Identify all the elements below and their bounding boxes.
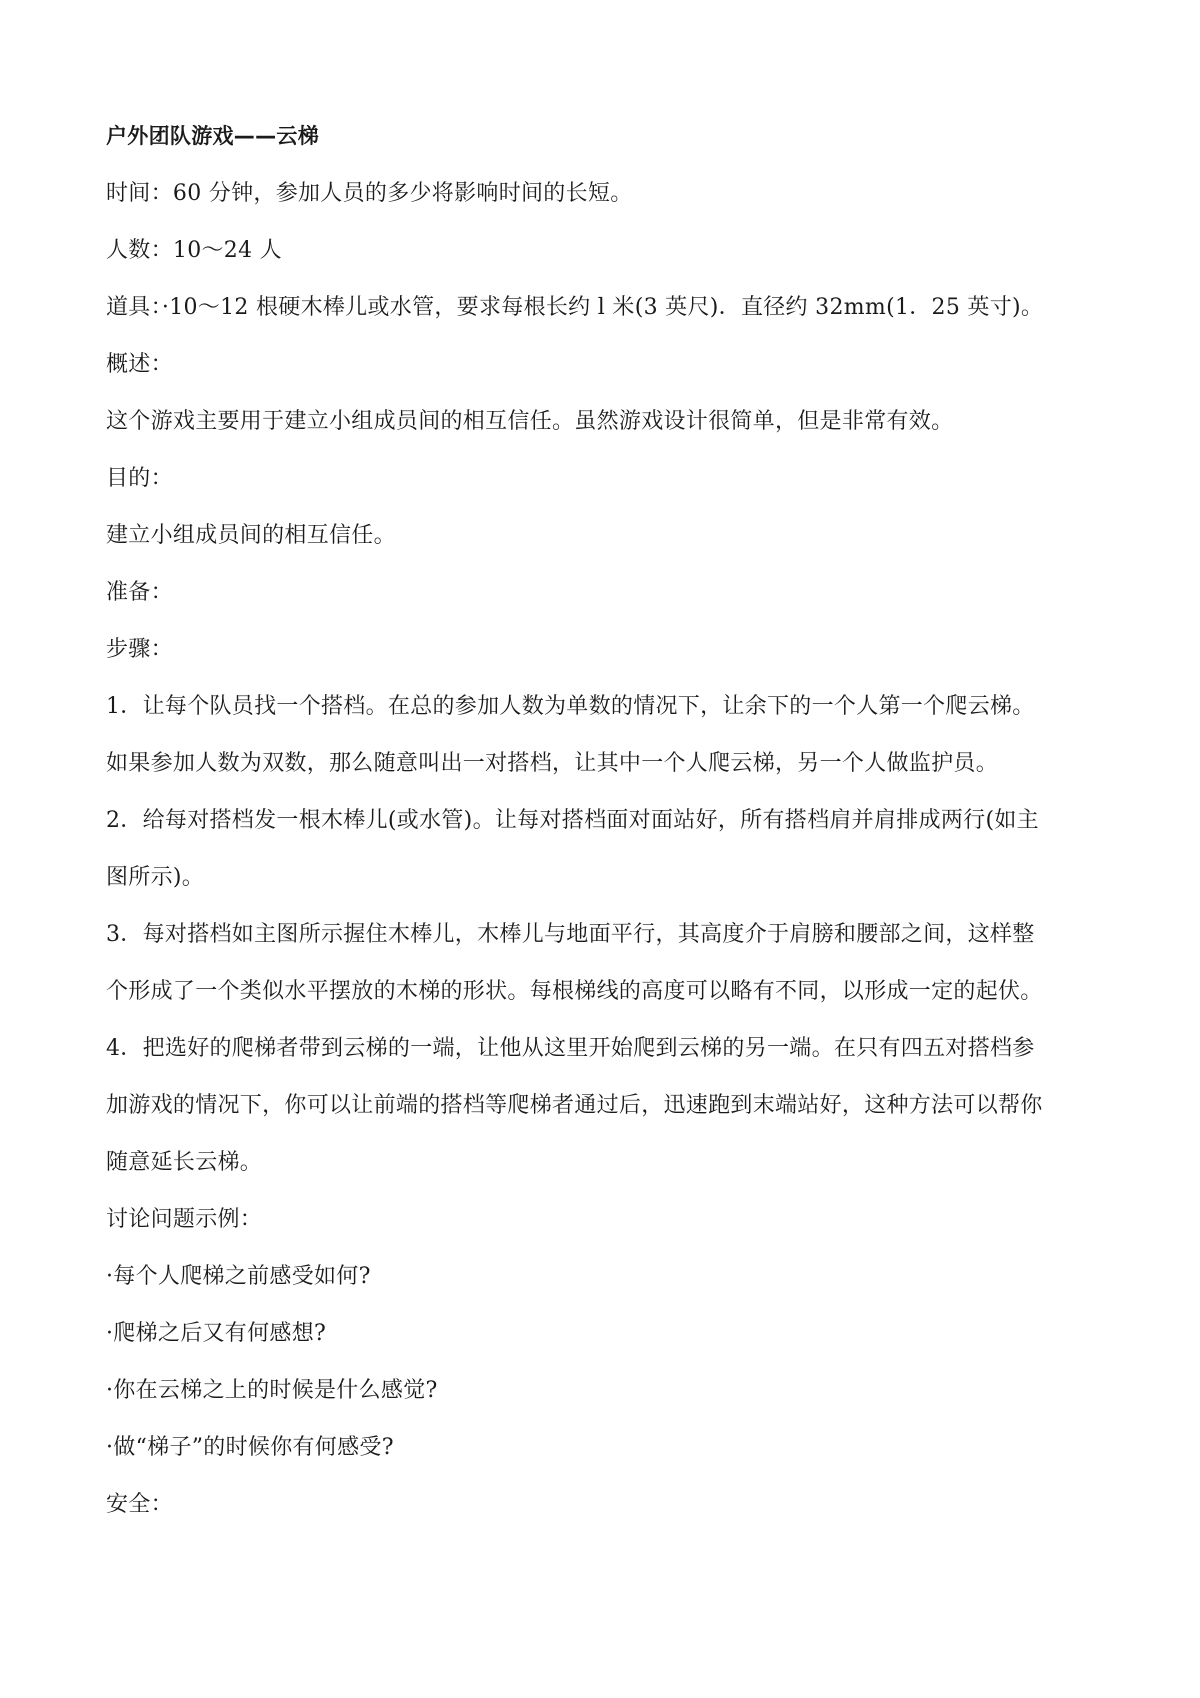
step-1-line-2: 如果参加人数为双数，那么随意叫出一对搭档，让其中一个人爬云梯，另一个人做监护员。 [106,751,999,776]
overview-heading: 概述： [106,352,173,377]
preparation-heading: 准备： [106,580,173,605]
discussion-heading: 讨论问题示例： [106,1207,263,1232]
discussion-item-4: ·做“梯子”的时候你有何感受? [106,1435,394,1460]
step-1-line-1: 1．让每个队员找一个搭档。在总的参加人数为单数的情况下，让余下的一个人第一个爬云梯。 [106,694,1035,719]
step-4-line-2: 加游戏的情况下，你可以让前端的搭档等爬梯者通过后，迅速跑到末端站好，这种方法可以帮你 [106,1093,1043,1118]
props-line: 道具：·10～12 根硬木棒儿或水管，要求每根长约 l 米(3 英尺)．直径约 32mm(1．25 英寸)。 [106,295,1044,320]
discussion-item-1: ·每个人爬梯之前感受如何? [106,1264,371,1289]
step-2-line-1: 2．给每对搭档发一根木棒儿(或水管)。让每对搭档面对面站好，所有搭档肩并肩排成两行(如主 [106,808,1039,833]
overview-text: 这个游戏主要用于建立小组成员间的相互信任。虽然游戏设计很简单，但是非常有效。 [106,409,954,434]
document-body [106,108,1106,1533]
step-3-line-1: 3．每对搭档如主图所示握住木棒儿，木棒儿与地面平行，其高度介于肩膀和腰部之间，这样整 [106,922,1035,947]
steps-heading: 步骤： [106,637,173,662]
step-3-line-2: 个形成了一个类似水平摆放的木梯的形状。每根梯线的高度可以略有不同，以形成一定的起伏。 [106,979,1043,1004]
participants-line: 人数：10～24 人 [106,238,282,263]
step-2-line-2: 图所示)。 [106,865,205,890]
step-4-line-1: 4．把选好的爬梯者带到云梯的一端，让他从这里开始爬到云梯的另一端。在只有四五对搭档参 [106,1036,1035,1061]
discussion-item-3: ·你在云梯之上的时候是什么感觉? [106,1378,438,1403]
safety-heading: 安全： [106,1492,173,1517]
document-title: 户外团队游戏——云梯 [106,124,319,148]
time-line: 时间：60 分钟，参加人员的多少将影响时间的长短。 [106,181,633,206]
discussion-item-2: ·爬梯之后又有何感想? [106,1321,327,1346]
step-4-line-3: 随意延长云梯。 [106,1150,263,1175]
purpose-heading: 目的： [106,466,173,491]
purpose-text: 建立小组成员间的相互信任。 [106,523,396,548]
